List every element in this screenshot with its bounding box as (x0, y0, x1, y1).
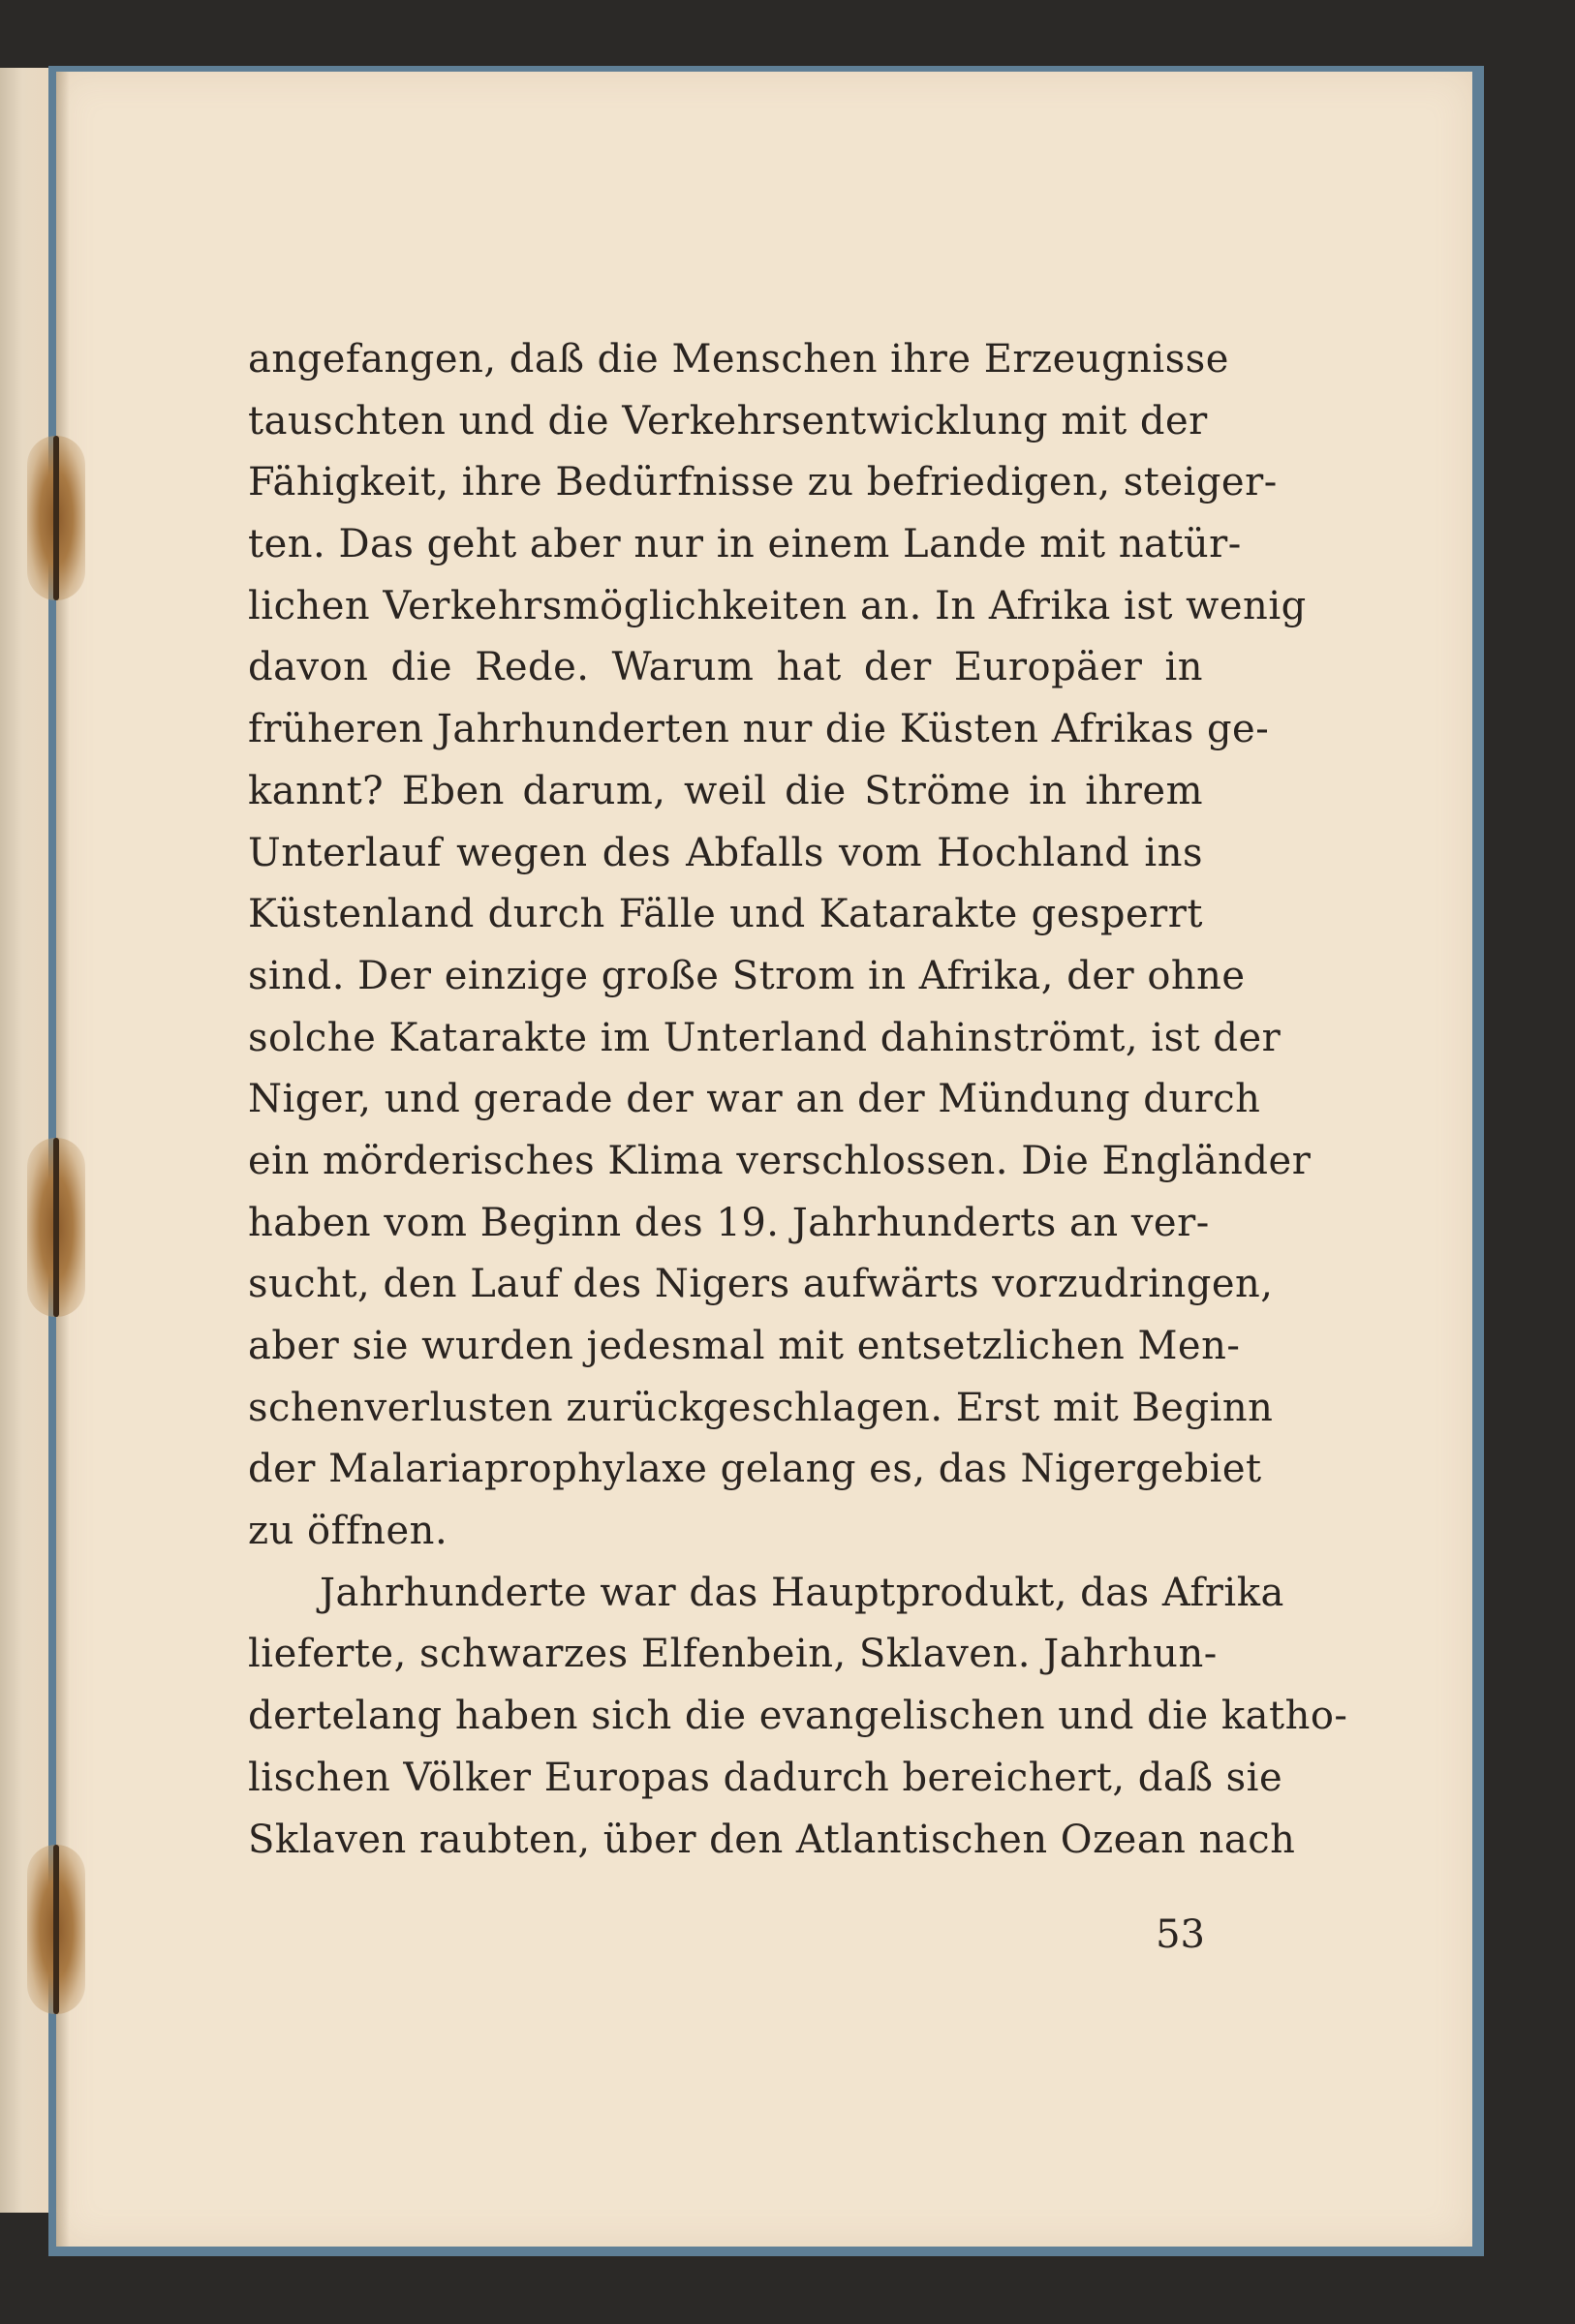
text-line: Küstenland durch Fälle und Katarakte gesperrt (248, 892, 1203, 937)
paragraph (248, 329, 1312, 1563)
text-line: lichen Verkehrsmöglichkeiten an. In Afrika ist wenig (248, 583, 1307, 628)
text-line: Jahrhunderte war das Hauptprodukt, das Afrika (320, 1570, 1284, 1615)
text-line: sucht, den Lauf des Nigers aufwärts vorzudringen, (248, 1262, 1274, 1307)
binding-stitch (27, 1845, 85, 2014)
text-line: Unterlauf wegen des Abfalls vom Hochland ins (248, 830, 1203, 875)
text-line: davon die Rede. Warum hat der Europäer in (248, 645, 1203, 690)
text-line: zu öffnen. (248, 1509, 448, 1554)
text-line: lieferte, schwarzes Elfenbein, Sklaven. Jahrhun- (248, 1632, 1218, 1677)
text-line: dertelang haben sich die evangelischen und die katho- (248, 1694, 1348, 1739)
binding-stitch (27, 1138, 85, 1317)
text-line: Sklaven raubten, über den Atlantischen Ozean nach (248, 1817, 1296, 1862)
text-line: tauschten und die Verkehrsentwicklung mit der (248, 398, 1208, 443)
body-text (248, 329, 1348, 1871)
text-line: sind. Der einzige große Strom in Afrika, der ohne (248, 953, 1246, 998)
page-number: 53 (1156, 1912, 1205, 1957)
text-line: ten. Das geht aber nur in einem Lande mit natür- (248, 522, 1242, 567)
text-line: Niger, und gerade der war an der Mündung durch (248, 1077, 1261, 1122)
binding-stitch (27, 436, 85, 600)
text-line: früheren Jahrhunderten nur die Küsten Afrikas ge- (248, 707, 1270, 752)
text-line: lischen Völker Europas dadurch bereichert, daß sie (248, 1755, 1283, 1800)
text-line: aber sie wurden jedesmal mit entsetzlichen Men- (248, 1324, 1241, 1368)
text-line: kannt? Eben darum, weil die Ströme in ihrem (248, 768, 1203, 813)
paragraph (248, 1563, 1348, 1871)
text-line: ein mörderisches Klima verschlossen. Die Engländer (248, 1138, 1312, 1183)
text-line: Fähigkeit, ihre Bedürfnisse zu befriedigen, steiger- (248, 460, 1278, 505)
text-line: angefangen, daß die Menschen ihre Erzeugnisse (248, 337, 1229, 382)
text-line: haben vom Beginn des 19. Jahrhunderts an ver- (248, 1200, 1210, 1245)
text-line: schenverlusten zurückgeschlagen. Erst mit Beginn (248, 1385, 1274, 1430)
text-line: solche Katarakte im Unterland dahinströmt, ist der (248, 1015, 1282, 1060)
text-line: der Malariaprophylaxe gelang es, das Nigergebiet (248, 1447, 1262, 1492)
